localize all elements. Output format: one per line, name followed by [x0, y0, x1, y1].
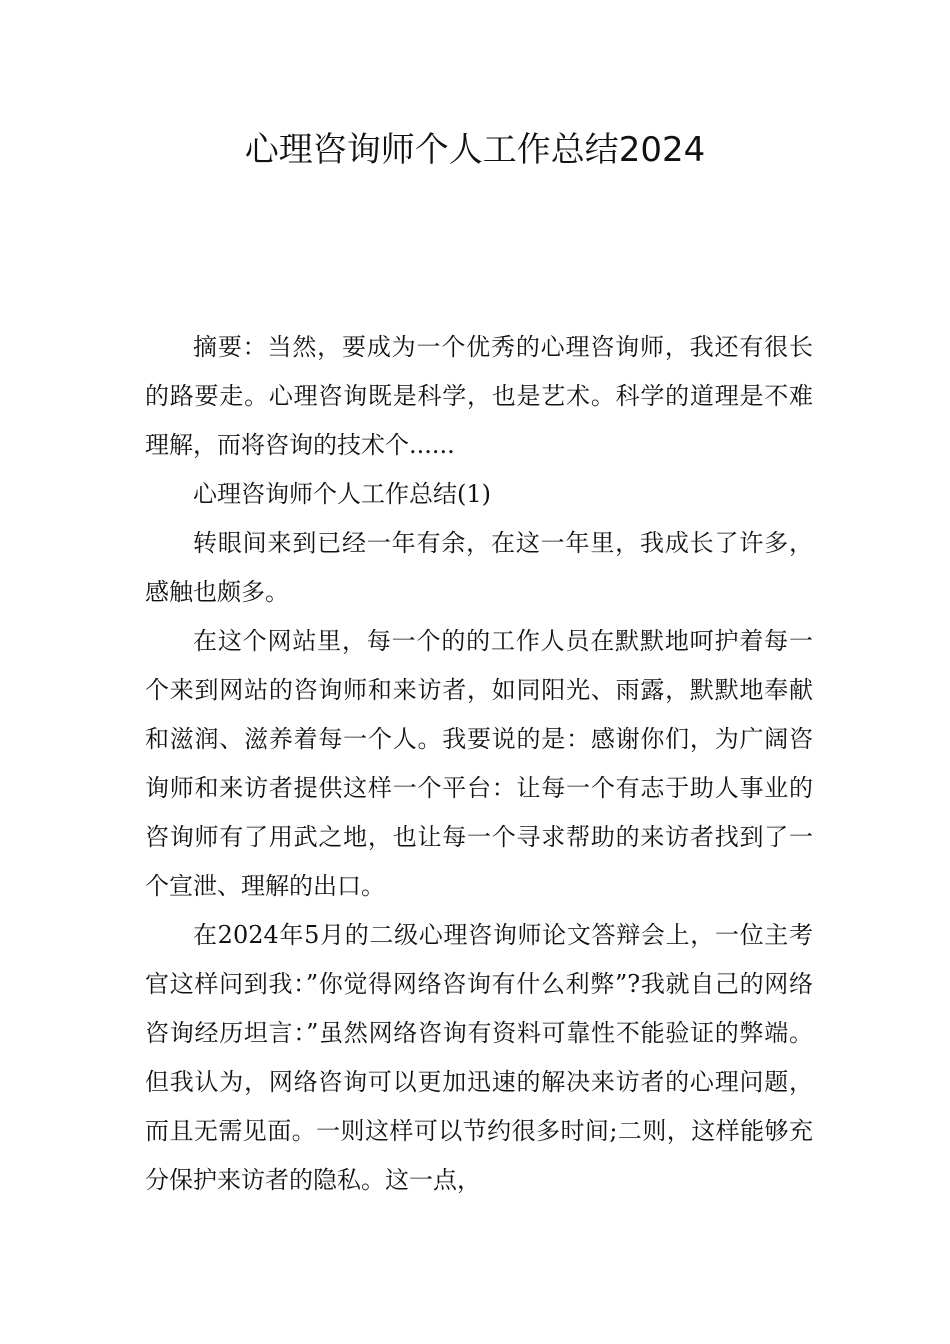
body-paragraph: 在2024年5月的二级心理咨询师论文答辩会上，一位主考官这样问到我：”你觉得网络咨询有什么利弊”?我就自己的网络咨询经历坦言：”虽然网络咨询有资料可靠性不能验证的弊端。但我认为，网络咨询可以更加迅速的解决来访者的心理问题，而且无需见面。一则这样可以节约很多时间;二则，这样能够充分保护来访者的隐私。这一点，: [145, 921, 813, 1194]
document-title: 心理咨询师个人工作总结2024: [244, 130, 706, 170]
body-paragraph: 转眼间来到已经一年有余，在这一年里，我成长了许多，感触也颇多。: [145, 529, 813, 606]
section-heading: 心理咨询师个人工作总结(1): [193, 480, 491, 508]
abstract-paragraph: 摘要：当然，要成为一个优秀的心理咨询师，我还有很长的路要走。心理咨询既是科学，也是艺术。科学的道理是不难理解，而将咨询的技术个......: [145, 333, 813, 459]
body-paragraph: 在这个网站里，每一个的的工作人员在默默地呵护着每一个来到网站的咨询师和来访者，如同阳光、雨露，默默地奉献和滋润、滋养着每一个人。我要说的是：感谢你们，为广阔咨询师和来访者提供这样一个平台：让每一个有志于助人事业的咨询师有了用武之地，也让每一个寻求帮助的来访者找到了一个宣泄、理解的出口。: [145, 627, 813, 900]
document-body: [145, 323, 813, 1205]
